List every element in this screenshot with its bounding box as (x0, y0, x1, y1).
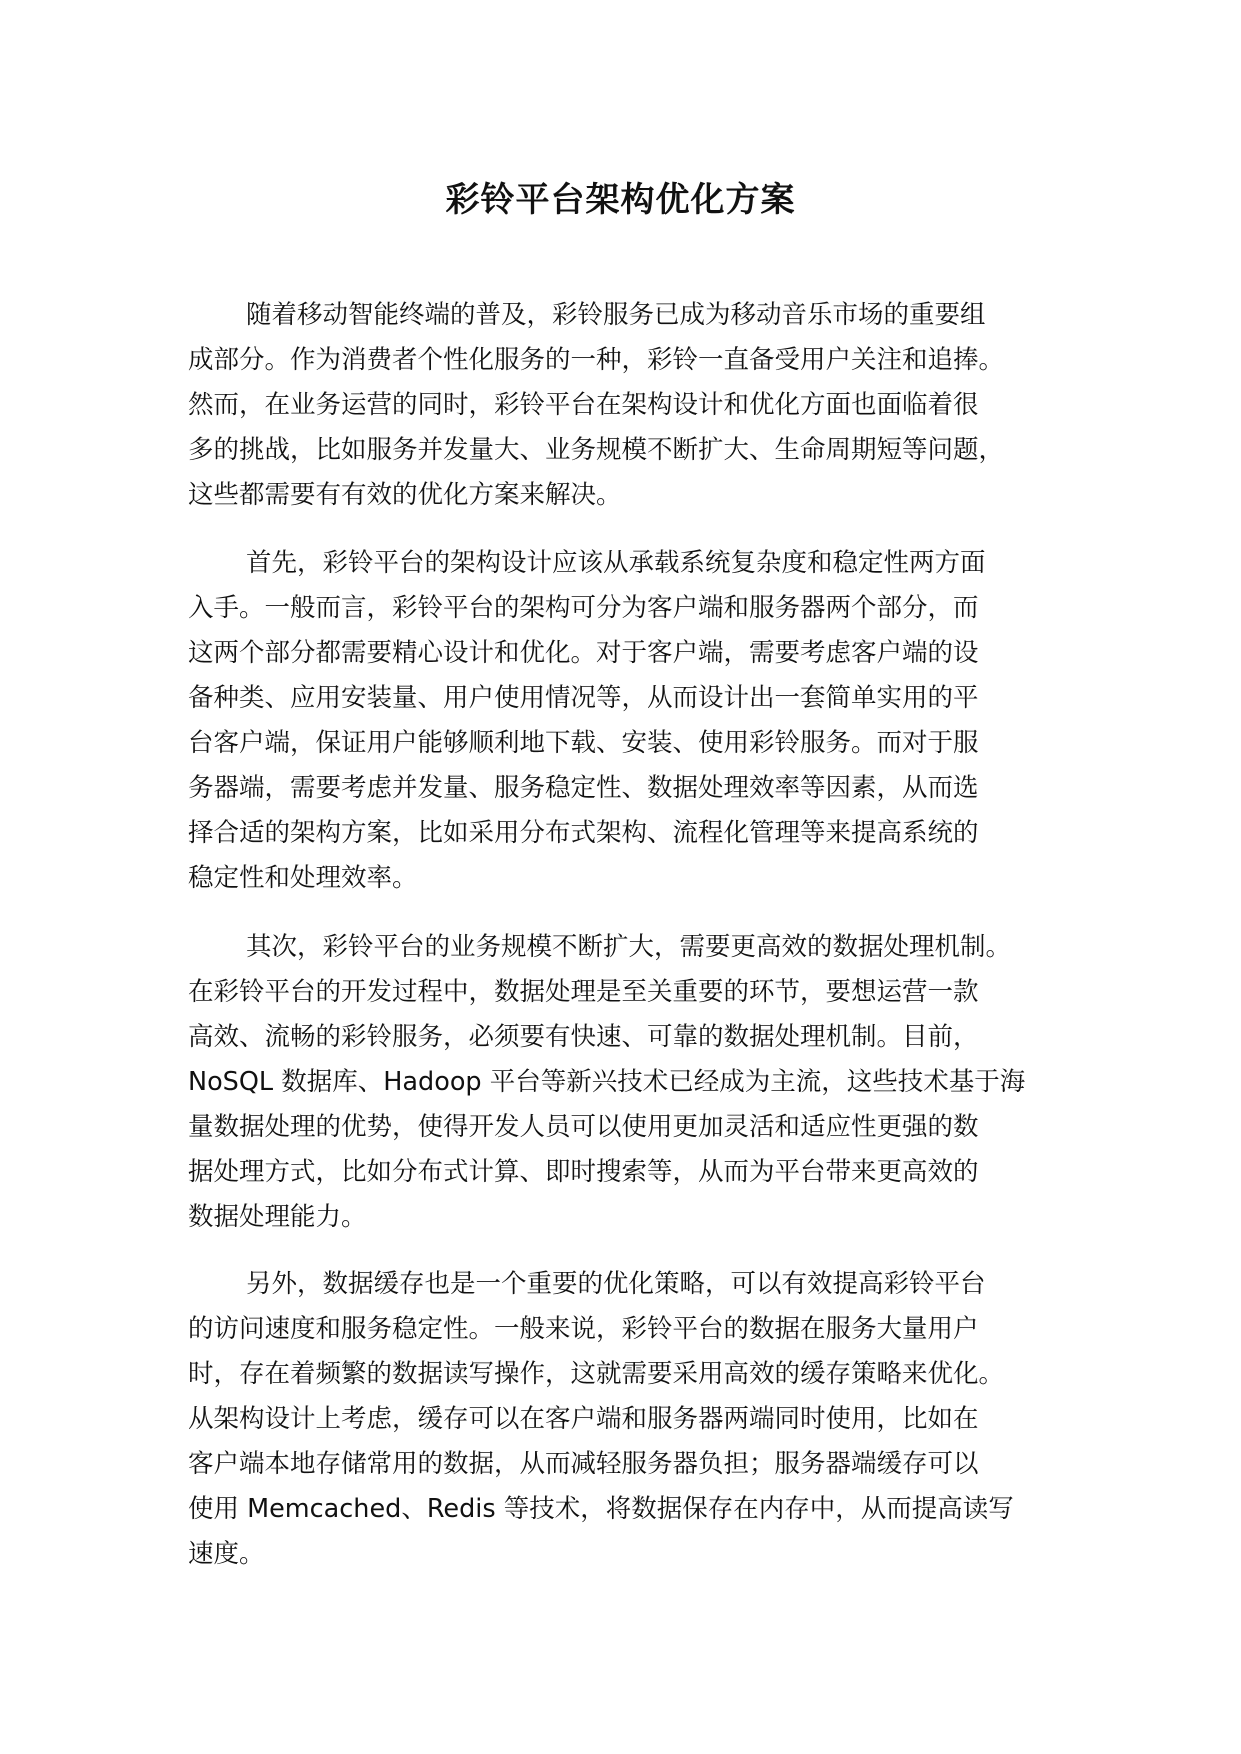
paragraph-3 (188, 925, 1068, 1240)
paragraph-line: 在彩铃平台的开发过程中，数据处理是至关重要的环节，要想运营一款 (188, 977, 979, 1007)
paragraph-line: 入手。一般而言，彩铃平台的架构可分为客户端和服务器两个部分，而 (188, 593, 979, 623)
paragraph-line: 台客户端，保证用户能够顺利地下载、安装、使用彩铃服务。而对于服 (188, 728, 979, 758)
paragraph-line: 客户端本地存储常用的数据，从而减轻服务器负担；服务器端缓存可以 (188, 1449, 979, 1479)
paragraph-line: 高效、流畅的彩铃服务，必须要有快速、可靠的数据处理机制。目前， (188, 1022, 979, 1052)
paragraph-line: 择合适的架构方案，比如采用分布式架构、流程化管理等来提高系统的 (188, 818, 979, 848)
paragraph-line: 这些都需要有有效的优化方案来解决。 (188, 480, 622, 510)
paragraph-line: 的访问速度和服务稳定性。一般来说，彩铃平台的数据在服务大量用户 (188, 1314, 979, 1344)
paragraph-line: 成部分。作为消费者个性化服务的一种，彩铃一直备受用户关注和追捧。 (188, 345, 1005, 375)
paragraph-line: 然而，在业务运营的同时，彩铃平台在架构设计和优化方面也面临着很 (188, 390, 979, 420)
paragraph-line: 务器端，需要考虑并发量、服务稳定性、数据处理效率等因素，从而选 (188, 773, 979, 803)
paragraph-line: 从架构设计上考虑，缓存可以在客户端和服务器两端同时使用，比如在 (188, 1404, 979, 1434)
paragraph-line: 数据处理能力。 (188, 1202, 367, 1232)
paragraph-line: 其次，彩铃平台的业务规模不断扩大，需要更高效的数据处理机制。 (246, 932, 1012, 962)
paragraph-4 (188, 1262, 1068, 1577)
paragraph-line: 据处理方式，比如分布式计算、即时搜索等，从而为平台带来更高效的 (188, 1157, 979, 1187)
paragraph-1 (188, 293, 1068, 518)
paragraph-line: 时，存在着频繁的数据读写操作，这就需要采用高效的缓存策略来优化。 (188, 1359, 1005, 1389)
paragraph-line: NoSQL 数据库、Hadoop 平台等新兴技术已经成为主流，这些技术基于海 (188, 1067, 1026, 1097)
paragraph-line: 多的挑战，比如服务并发量大、业务规模不断扩大、生命周期短等问题， (188, 435, 1005, 465)
paragraph-line: 稳定性和处理效率。 (188, 863, 418, 893)
paragraph-line: 另外，数据缓存也是一个重要的优化策略，可以有效提高彩铃平台 (246, 1269, 986, 1299)
paragraph-2 (188, 541, 1068, 901)
paragraph-line: 随着移动智能终端的普及，彩铃服务已成为移动音乐市场的重要组 (246, 300, 986, 330)
paragraph-line: 备种类、应用安装量、用户使用情况等，从而设计出一套简单实用的平 (188, 683, 979, 713)
paragraph-line: 这两个部分都需要精心设计和优化。对于客户端，需要考虑客户端的设 (188, 638, 979, 668)
paragraph-line: 速度。 (188, 1539, 265, 1569)
paragraph-line: 使用 Memcached、Redis 等技术，将数据保存在内存中，从而提高读写 (188, 1494, 1014, 1524)
paragraph-line: 量数据处理的优势，使得开发人员可以使用更加灵活和适应性更强的数 (188, 1112, 979, 1142)
document-title: 彩铃平台架构优化方案 (445, 180, 796, 220)
paragraph-line: 首先，彩铃平台的架构设计应该从承载系统复杂度和稳定性两方面 (246, 548, 986, 578)
